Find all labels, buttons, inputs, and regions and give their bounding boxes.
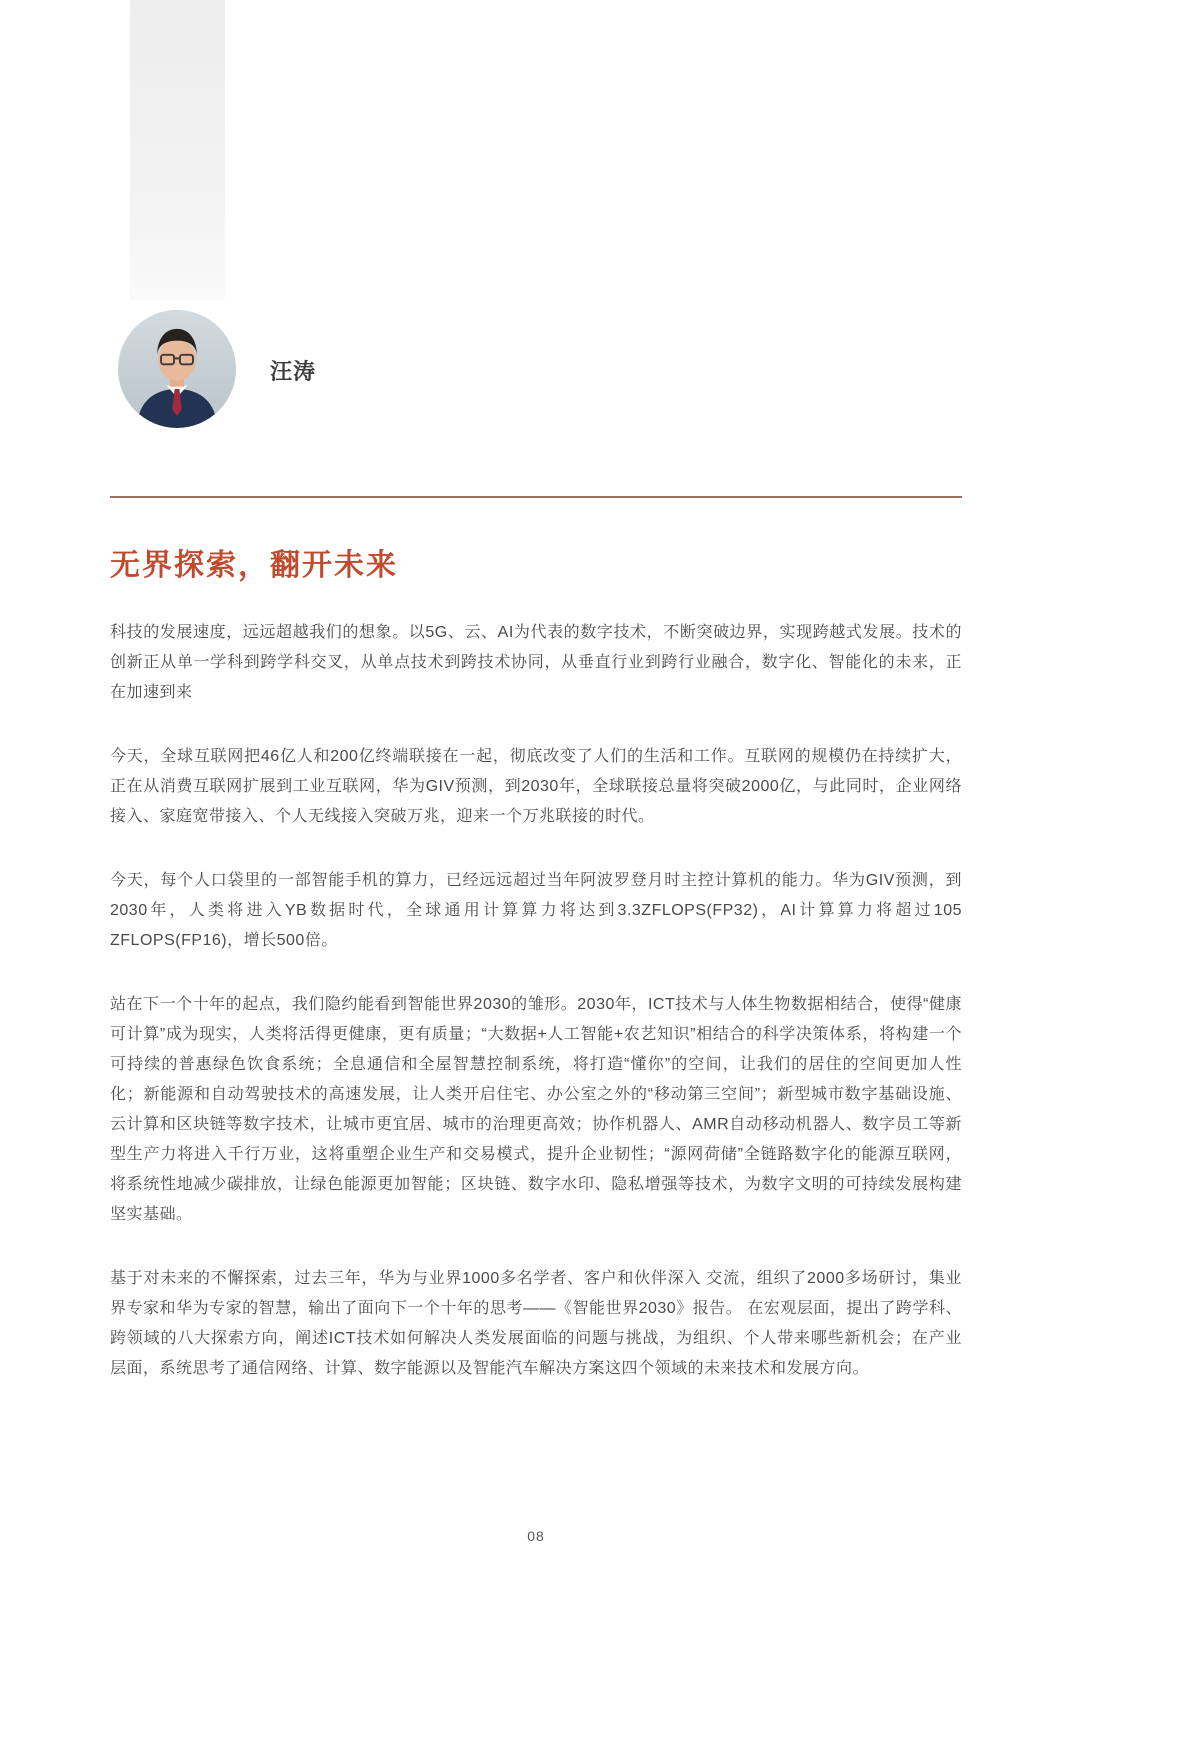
decorative-gray-block	[130, 0, 225, 300]
article-paragraph: 今天，每个人口袋里的一部智能手机的算力，已经远远超过当年阿波罗登月时主控计算机的能力。华为GIV预测，到2030年，人类将进入YB数据时代，全球通用计算算力将达到3.3ZFLOPS(FP32)，AI计算算力将超过105 ZFLOPS(FP16)，增长500倍。	[110, 872, 962, 949]
author-portrait-image	[118, 310, 236, 428]
author-avatar	[118, 310, 236, 428]
article-paragraph: 科技的发展速度，远远超越我们的想象。以5G、云、AI为代表的数字技术，不断突破边界，实现跨越式发展。技术的创新正从单一学科到跨学科交叉，从单点技术到跨技术协同，从垂直行业到跨行业融合，数字化、智能化的未来，正在加速到来	[110, 624, 962, 701]
page-number: 08	[527, 1528, 545, 1544]
article-paragraph: 基于对未来的不懈探索，过去三年，华为与业界1000多名学者、客户和伙伴深入 交流，组织了2000多场研讨，集业界专家和华为专家的智慧，输出了面向下一个十年的思考——《智能世界2030》报告。 在宏观层面，提出了跨学科、跨领域的八大探索方向，阐述ICT技术如何解决人类发展面临的问题与挑战，为组织、个人带来哪些新机会；在产业层面，系统思考了通信网络、计算、数字能源以及智能汽车解决方案这四个领域的未来技术和发展方向。	[110, 1270, 962, 1377]
author-name: 汪涛	[270, 359, 317, 384]
article-body	[110, 540, 962, 1418]
article-title: 无界探索，翻开未来	[110, 549, 398, 582]
section-divider	[110, 496, 962, 498]
article-paragraph: 站在下一个十年的起点，我们隐约能看到智能世界2030的雏形。2030年，ICT技术与人体生物数据相结合，使得“健康可计算”成为现实，人类将活得更健康，更有质量；“大数据+人工智能+农艺知识”相结合的科学决策体系，将构建一个可持续的普惠绿色饮食系统；全息通信和全屋智慧控制系统，将打造“懂你”的空间，让我们的居住的空间更加人性化；新能源和自动驾驶技术的高速发展，让人类开启住宅、办公室之外的“移动第三空间”；新型城市数字基础设施、云计算和区块链等数字技术，让城市更宜居、城市的治理更高效；协作机器人、AMR自动移动机器人、数字员工等新型生产力将进入千行万业，这将重塑企业生产和交易模式，提升企业韧性；“源网荷储”全链路数字化的能源互联网，将系统性地减少碳排放，让绿色能源更加智能；区块链、数字水印、隐私增强等技术，为数字文明的可持续发展构建坚实基础。	[110, 996, 962, 1223]
article-paragraph: 今天，全球互联网把46亿人和200亿终端联接在一起，彻底改变了人们的生活和工作。互联网的规模仍在持续扩大，正在从消费互联网扩展到工业互联网，华为GIV预测，到2030年，全球联接总量将突破2000亿，与此同时，企业网络接入、家庭宽带接入、个人无线接入突破万兆，迎来一个万兆联接的时代。	[110, 748, 962, 825]
